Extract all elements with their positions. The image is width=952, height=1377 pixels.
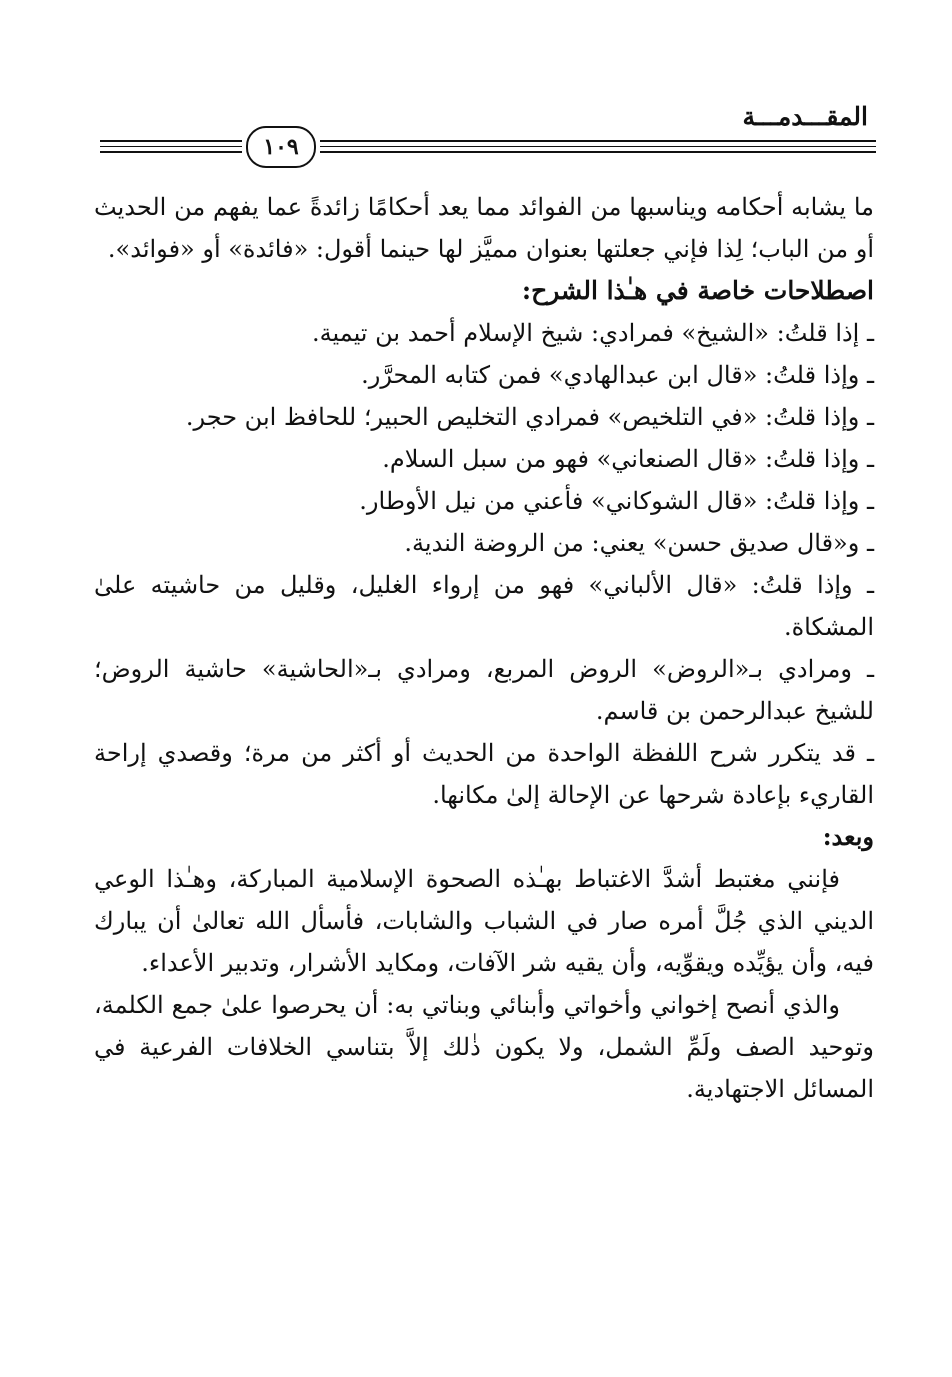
header-rule [320,140,876,142]
terms-list [94,312,874,816]
list-item: ـ قد يتكرر شرح اللفظة الواحدة من الحديث أو أكثر من مرة؛ وقصدي إراحة القاريء بإعادة شرحها عن الإحالة إلىٰ مكانها. [94,739,874,809]
page-header [100,96,876,166]
closing-paragraph: فإنني مغتبط أشدَّ الاغتباط بهـٰذه الصحوة الإسلامية المباركة، وهـٰذا الوعي الديني الذي جُلَّ أمره صار في الشباب والشابات، فأسأل الله تعالىٰ أن يبارك فيه، وأن يؤيِّده ويقوِّيه، وأن يقيه شر الآفات، ومكايد الأشرار، وتدبير الأعداء. [94,865,874,977]
closing-paragraph: والذي أنصح إخواني وأخواتي وأبنائي وبناتي به: أن يحرصوا علىٰ جمع الكلمة، وتوحيد الصف ولَمِّ الشمل، ولا يكون ذٰلك إلاَّ بتناسي الخلافات الفرعية في المسائل الاجتهادية. [94,991,874,1103]
list-item: ـ وإذا قلتُ: «قال الصنعاني» فهو من سبل السلام. [382,445,874,473]
header-rule [100,146,242,147]
list-item: ـ وإذا قلتُ: «قال الألباني» فهو من إرواء الغليل، وقليل من حاشيته علىٰ المشكاة. [94,571,874,641]
list-item: ـ و«قال صديق حسن» يعني: من الروضة الندية. [404,529,874,557]
list-item: ـ وإذا قلتُ: «قال ابن عبدالهادي» فمن كتابه المحرَّر. [361,361,874,389]
header-rule [320,146,876,147]
section-heading-after: وبعد: [822,822,874,851]
list-item: ـ ومرادي بـ«الروض» الروض المربع، ومرادي بـ«الحاشية» حاشية الروض؛ للشيخ عبدالرحمن بن قاسم. [94,655,874,725]
list-item: ـ وإذا قلتُ: «في التلخيص» فمرادي التخليص الحبير؛ للحافظ ابن حجر. [185,403,874,431]
page-number: ١٠٩ [246,126,316,168]
running-title: المقـــدمـــة [742,102,868,131]
intro-paragraph: ما يشابه أحكامه ويناسبها من الفوائد مما يعد أحكامًا زائدةً عما يفهم من الحديث أو من الباب؛ لِذا فإني جعلتها بعنوان مميَّز لها حينما أقول: «فائدة» أو «فوائد». [94,193,874,263]
list-item: ـ إذا قلتُ: «الشيخ» فمرادي: شيخ الإسلام أحمد بن تيمية. [311,319,874,347]
page-body [94,186,874,1110]
header-rule [100,140,242,142]
list-item: ـ وإذا قلتُ: «قال الشوكاني» فأعني من نيل الأوطار. [359,487,874,515]
header-rule [100,151,242,153]
header-rule [320,151,876,153]
section-heading-terms: اصطلاحات خاصة في هـٰذا الشرح: [521,276,874,305]
